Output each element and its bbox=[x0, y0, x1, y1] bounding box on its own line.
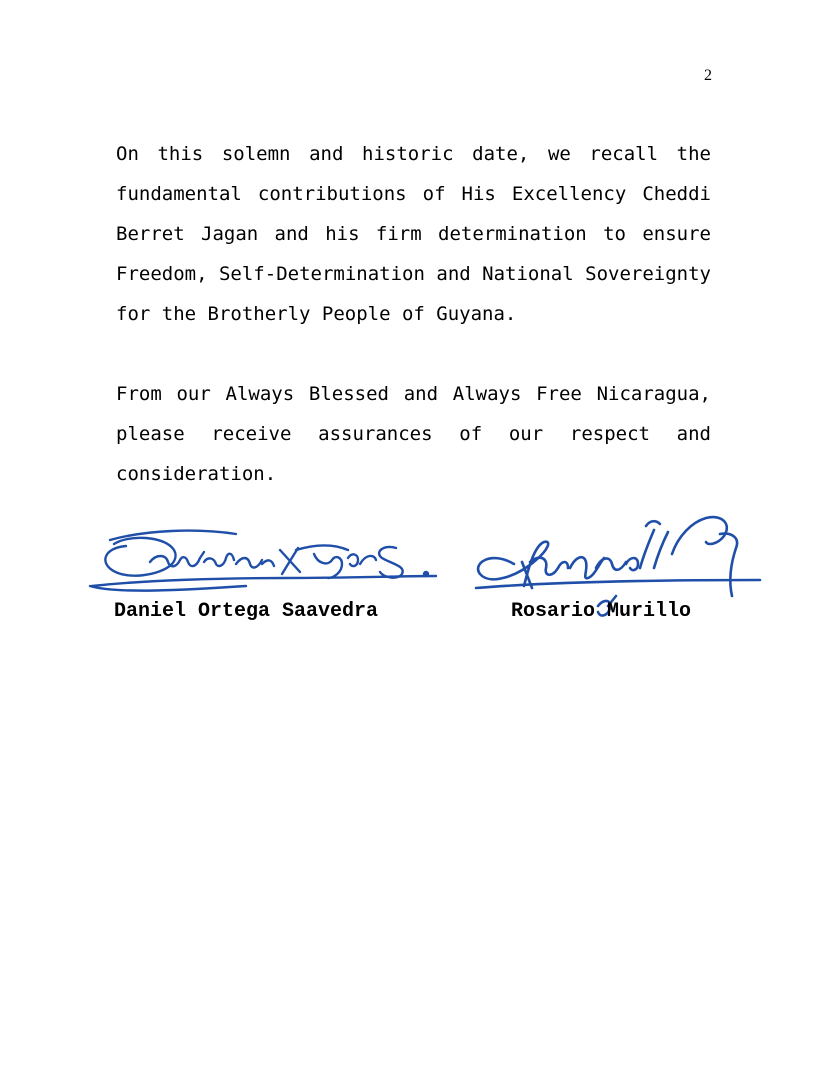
page-number: 2 bbox=[704, 67, 712, 84]
letter-paragraph-1: On this solemn and historic date, we recall the fundamental contributions of His Excellency Cheddi Berret Jagan and his firm determination to ensure Freedom, Self-Determination and National Sovereignty for the Brotherly People of Guyana. bbox=[116, 143, 711, 325]
ortega-signature bbox=[86, 524, 442, 602]
signer-name-murillo: Rosario Murillo bbox=[511, 600, 692, 623]
letter-paragraph-2: From our Always Blessed and Always Free Nicaragua, please receive assurances of our respect and consideration. bbox=[116, 383, 711, 485]
signer-name-ortega: Daniel Ortega Saavedra bbox=[114, 600, 379, 623]
